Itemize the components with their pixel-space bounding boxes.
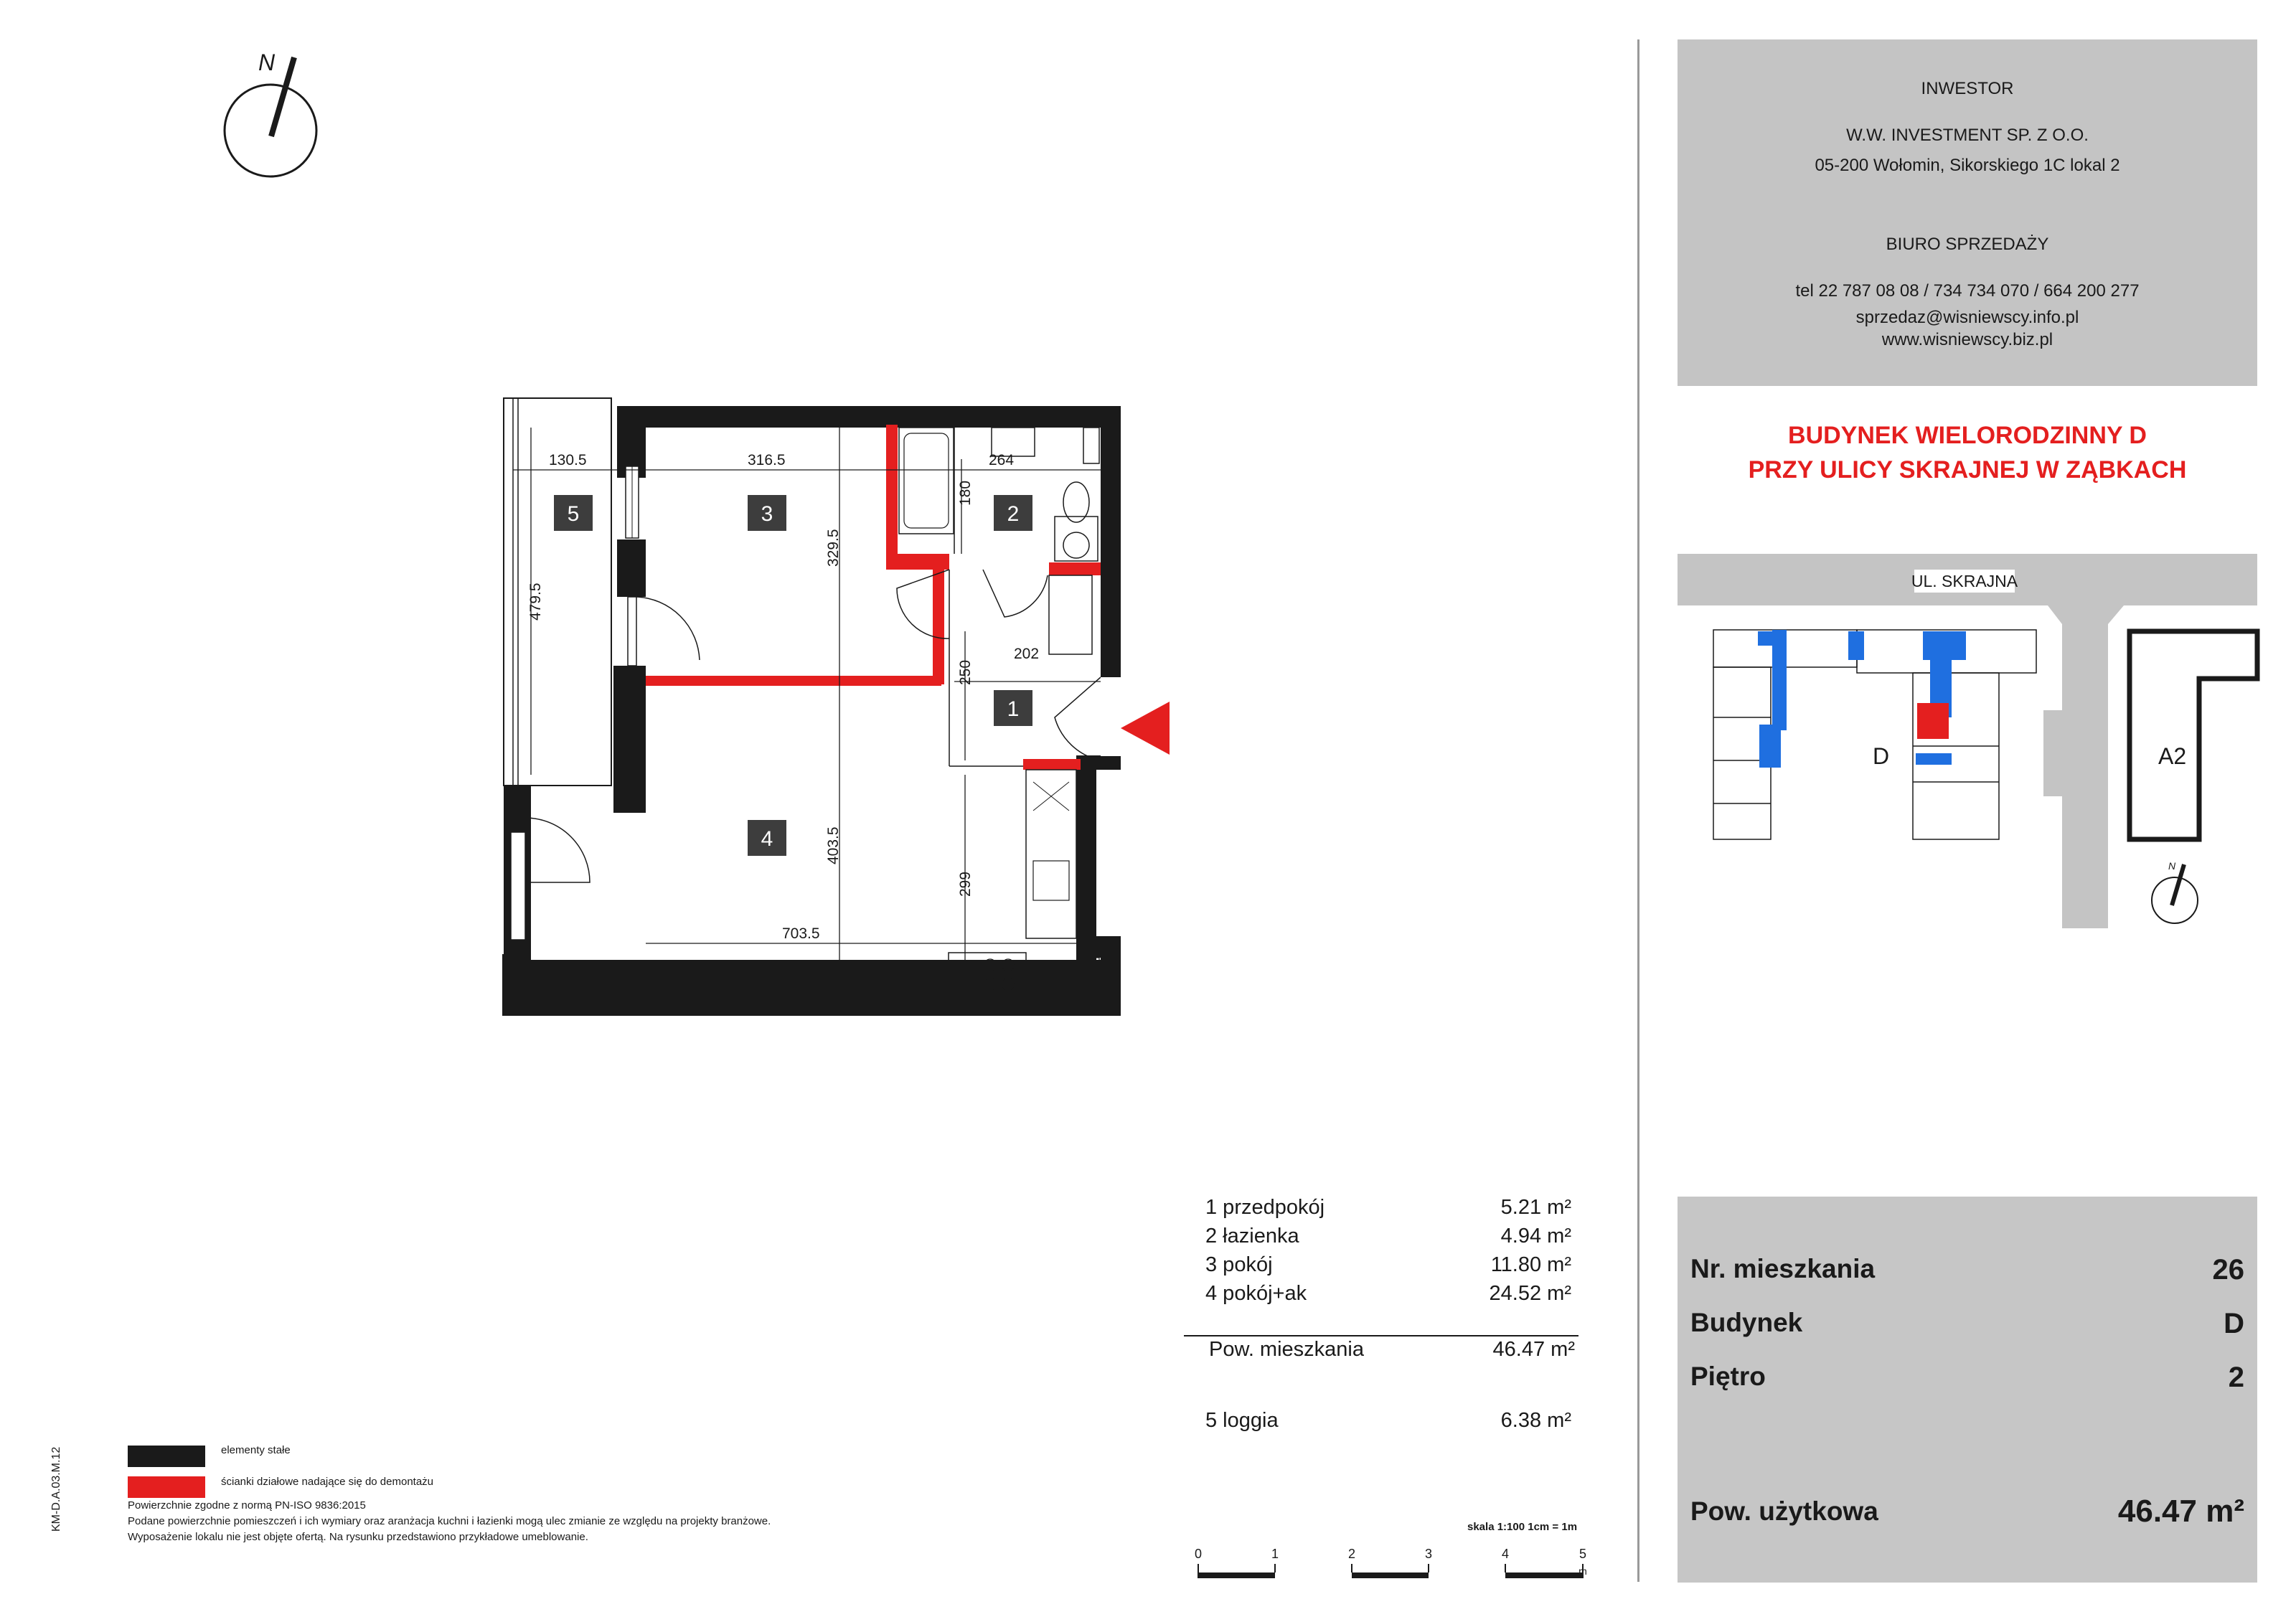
dim-703-5: 703.5 [782, 925, 820, 942]
usable-area-value: 46.47 m² [2117, 1494, 2244, 1529]
drawing-code: KM-D.A.03.M.12 [50, 1446, 62, 1532]
scale-label: skala 1:100 1cm = 1m [1467, 1521, 1578, 1533]
scale-tick: 1 [1271, 1547, 1279, 1561]
room-area: 5.21 m² [1500, 1196, 1571, 1219]
legend-fixed-label: elementy stałe [221, 1444, 291, 1456]
room-area: 4.94 m² [1500, 1225, 1571, 1248]
building-value: D [2224, 1308, 2244, 1339]
site-building-label: D [1873, 743, 1890, 769]
scale-tick: 0 [1194, 1547, 1203, 1561]
scale-tick: 2 [1347, 1547, 1356, 1561]
investor-box [1678, 39, 2257, 386]
room-tag-2: 2 [1007, 502, 1020, 526]
apartment-plan [502, 398, 1170, 1016]
site-north-label: N [2168, 860, 2176, 872]
notes [128, 1498, 771, 1545]
apartment-info-box [1678, 1197, 2257, 1583]
sales-website[interactable]: www.wisniewscy.biz.pl [1881, 330, 2053, 349]
dim-329-5: 329.5 [825, 529, 842, 567]
north-label: N [258, 49, 276, 75]
room-tag-3: 3 [761, 502, 773, 526]
building-label: Budynek [1690, 1308, 1803, 1337]
note-line: Wyposażenie lokalu nie jest objęte ofertą. Na rysunku przedstawiono przykładowe umeblowanie. [128, 1531, 588, 1543]
loggia-name: 5 loggia [1205, 1409, 1279, 1432]
site-plan [1678, 554, 2257, 928]
note-line: Powierzchnie zgodne z normą PN-ISO 9836:2015 [128, 1499, 366, 1512]
dim-202: 202 [1014, 646, 1040, 662]
investor-heading: INWESTOR [1921, 79, 2014, 98]
room-area: 11.80 m² [1490, 1253, 1571, 1276]
floor-label: Piętro [1690, 1362, 1766, 1391]
panel-separator [1637, 39, 1639, 1582]
dim-299: 299 [957, 871, 974, 897]
scale-tick: 5 [1578, 1547, 1587, 1561]
sales-heading: BIURO SPRZEDAŻY [1886, 235, 2049, 254]
street-label: UL. SKRAJNA [1911, 572, 2018, 590]
total-area: 46.47 m² [1492, 1338, 1575, 1361]
scale-bar [1198, 1564, 1583, 1578]
dim-180: 180 [957, 480, 974, 506]
north-compass [225, 49, 316, 176]
apartment-number-label: Nr. mieszkania [1690, 1254, 1876, 1283]
dim-403-5: 403.5 [825, 826, 842, 864]
room-name: 3 pokój [1205, 1253, 1273, 1276]
legend-fixed-swatch [128, 1446, 205, 1467]
site-neighbor-label: A2 [2158, 743, 2187, 769]
sales-email[interactable]: sprzedaz@wisniewscy.info.pl [1855, 308, 2079, 327]
room-tag-4: 4 [761, 827, 773, 851]
dim-316-5: 316.5 [748, 452, 786, 468]
scale-unit: m [1578, 1565, 1587, 1577]
building-title-line1: BUDYNEK WIELORODZINNY D [1788, 422, 2147, 449]
room-name: 2 łazienka [1205, 1225, 1299, 1248]
room-name: 4 pokój+ak [1205, 1282, 1307, 1305]
loggia-area: 6.38 m² [1500, 1409, 1571, 1432]
sales-phones: tel 22 787 08 08 / 734 734 070 / 664 200 277 [1795, 281, 2140, 301]
room-tag-5: 5 [567, 502, 580, 526]
total-label: Pow. mieszkania [1209, 1338, 1364, 1361]
entrance-arrow-icon [1121, 702, 1170, 755]
dim-264: 264 [989, 452, 1015, 468]
floor-value: 2 [2228, 1362, 2244, 1393]
investor-company: W.W. INVESTMENT SP. Z O.O. [1846, 126, 2089, 145]
room-area: 24.52 m² [1489, 1282, 1571, 1305]
building-title-line2: PRZY ULICY SKRAJNEJ W ZĄBKACH [1748, 456, 2187, 484]
investor-address: 05-200 Wołomin, Sikorskiego 1C lokal 2 [1815, 156, 2120, 175]
scale-tick: 4 [1501, 1547, 1510, 1561]
room-name: 1 przedpokój [1205, 1196, 1325, 1219]
dim-250: 250 [957, 659, 974, 685]
apartment-number-value: 26 [2212, 1254, 2244, 1286]
legend-removable-label: ścianki działowe nadające się do demontażu [221, 1476, 434, 1488]
legend-removable-swatch [128, 1476, 205, 1498]
usable-area-label: Pow. użytkowa [1690, 1496, 1878, 1526]
dim-479-5: 479.5 [527, 583, 544, 621]
dim-130-5: 130.5 [549, 452, 587, 468]
scale-tick: 3 [1424, 1547, 1433, 1561]
room-tag-1: 1 [1007, 697, 1020, 721]
note-line: Podane powierzchnie pomieszczeń i ich wymiary oraz aranżacja kuchni i łazienki mogą ulec zmianie ze względu na projekty branżowe. [128, 1515, 771, 1527]
